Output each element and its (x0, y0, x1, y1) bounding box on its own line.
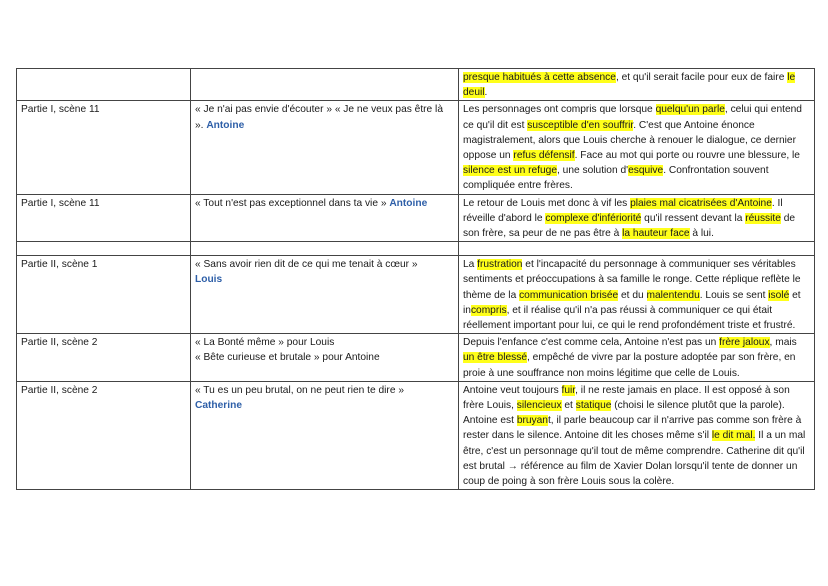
analysis-text: . Louis se sent (699, 289, 769, 301)
quote-cell (191, 194, 459, 242)
analysis-text: Les personnages ont compris que lorsque (463, 104, 656, 116)
table-row (17, 101, 815, 194)
scene-cell (17, 194, 191, 242)
quote-text: « Sans avoir rien dit de ce qui me tenait à cœur » (195, 259, 418, 271)
scene-cell (17, 334, 191, 382)
highlighted-phrase: presque habitués à cette absence (463, 72, 616, 83)
speaker-name: Antoine (206, 119, 245, 131)
highlighted-phrase: bruyan (516, 415, 548, 427)
highlighted-phrase: un être blessé (463, 352, 527, 364)
scene-label: Partie I, scène 11 (21, 104, 100, 116)
highlighted-phrase: compris (470, 304, 507, 316)
scene-label: Partie II, scène 2 (21, 384, 98, 396)
highlighted-phrase: la hauteur face (622, 228, 690, 240)
analysis-text: et l'incapacité du personnage à communiquer ses véritables sentiments et préoccupations à sa famille le ronge. Cette réplique reflète le thème de la (463, 259, 801, 301)
analysis-text: , et il réalise qu'il n'a pas réussi à communiquer ce qui était réellement important pour lui, ce qui le rend profondément triste et frustré. (463, 304, 796, 332)
analysis-text: , et qu'il serait facile pour eux de faire (615, 72, 788, 83)
highlighted-phrase: refus défensif (513, 150, 575, 162)
highlighted-phrase: frère jaloux (719, 337, 770, 349)
analysis-text: et in (463, 289, 801, 316)
highlighted-phrase: le deuil (463, 72, 796, 99)
highlighted-phrase: silencieux (516, 400, 562, 412)
analysis-text: à lui. (689, 228, 714, 240)
table-row (17, 194, 815, 242)
analysis-text: et (561, 400, 576, 412)
scene-label: Partie II, scène 1 (21, 259, 98, 271)
scene-cell (17, 101, 191, 194)
highlighted-phrase: susceptible d'en souffrir (527, 119, 634, 131)
analysis-cell (459, 256, 815, 334)
quote-text: « Tu es un peu brutal, on ne peut rien te dire » (195, 384, 404, 396)
scene-label: Partie II, scène 2 (21, 337, 98, 349)
quote-cell (191, 334, 459, 382)
analysis-text: . Face au mot qui porte ou rouvre une blessure, le (574, 150, 800, 162)
scene-label: Partie I, scène 11 (21, 197, 100, 209)
empty-cell (459, 242, 815, 256)
quote-text: « La Bonté même » pour Louis (195, 337, 335, 349)
table-row (17, 381, 815, 489)
analysis-text: (choisi le silence plutôt que la parole). Antoine est (463, 400, 785, 427)
highlighted-phrase: complexe d'infériorité (545, 212, 642, 224)
scene-cell (17, 381, 191, 489)
analysis-text: qu'il ressent devant la (641, 212, 746, 224)
quote-text: « Tout n'est pas exceptionnel dans ta vie » (195, 197, 390, 209)
analysis-text: de son frère, sa peur de ne pas être à (463, 212, 796, 240)
analysis-text: et du (618, 289, 647, 301)
analysis-text: , celui qui entend ce qu'il dit est (463, 104, 802, 131)
empty-cell (191, 242, 459, 256)
analysis-text: . Confrontation souvent compliquée entre frères. (463, 165, 769, 192)
speaker-name: Louis (195, 274, 223, 286)
analysis-cell (459, 381, 815, 489)
quote-cell (191, 69, 459, 101)
table-row (17, 256, 815, 334)
analysis-cell (459, 334, 815, 382)
highlighted-phrase: le dit mal. (711, 430, 756, 442)
scene-cell (17, 69, 191, 101)
highlighted-phrase: isolé (768, 289, 790, 301)
highlighted-phrase: quelqu'un parle (655, 104, 725, 116)
highlighted-phrase: statique (575, 400, 612, 412)
analysis-text: , mais (769, 337, 797, 349)
highlighted-phrase: plaies mal cicatrisées d'Antoine (630, 197, 772, 209)
analysis-text: , empêché de vivre par la posture adoptée par son frère, en proie à une souffrance non moins légitime que celle de Louis. (463, 352, 796, 379)
analysis-text: Antoine veut toujours (463, 384, 562, 396)
analysis-text: La (463, 259, 478, 271)
quote-cell (191, 256, 459, 334)
analysis-text: . C'est que Antoine énonce magistralement, alors que Louis cherche à renouer le dialogue, ce dernier oppose un (463, 119, 796, 162)
quote-cell (191, 101, 459, 194)
highlighted-phrase: frustration (477, 259, 523, 271)
analysis-text: Il a un mal être, c'est un personnage qu'il tout de même comprendre. Catherine dit qu'il est brutal → référence au film de Xavier Dolan lorsqu'il tente de donner un coup de poing à son frère Louis sous la colère. (463, 430, 806, 488)
quote-cell (191, 381, 459, 489)
analysis-text: t, il parle beaucoup car il n'arrive pas comme son frère à rester dans le silence. Antoine dit les choses même s'il (463, 415, 802, 442)
highlighted-phrase: réussite (745, 212, 781, 224)
table-row (17, 69, 815, 101)
analysis-text: . Il réveille d'abord le (463, 197, 783, 224)
analysis-cell (459, 194, 815, 242)
analysis-text: . (484, 87, 488, 99)
table-row-empty (17, 242, 815, 256)
highlighted-phrase: esquive (628, 165, 664, 177)
scene-cell (17, 256, 191, 334)
table-row (17, 334, 815, 382)
speaker-name: Catherine (195, 400, 242, 412)
highlighted-phrase: silence est un refuge (463, 165, 558, 177)
quote-text: « Bête curieuse et brutale » pour Antoine (195, 352, 380, 364)
analysis-cell (459, 69, 815, 101)
analysis-text: Depuis l'enfance c'est comme cela, Antoine n'est pas un (463, 337, 720, 349)
analysis-cell (459, 101, 815, 194)
quote-text: « Je n'ai pas envie d'écouter » « Je ne veux pas être là ». (195, 104, 443, 131)
highlighted-phrase: fuir (561, 384, 576, 396)
highlighted-phrase: communication brisée (519, 289, 619, 301)
empty-cell (17, 242, 191, 256)
speaker-name: Antoine (389, 197, 428, 209)
analysis-text: , une solution d' (557, 165, 629, 177)
analysis-table (16, 68, 815, 490)
highlighted-phrase: malentendu (646, 289, 700, 301)
analysis-text: , il ne reste jamais en place. Il est opposé à son frère Louis, (463, 384, 790, 412)
analysis-text: Le retour de Louis met donc à vif les (463, 197, 631, 209)
